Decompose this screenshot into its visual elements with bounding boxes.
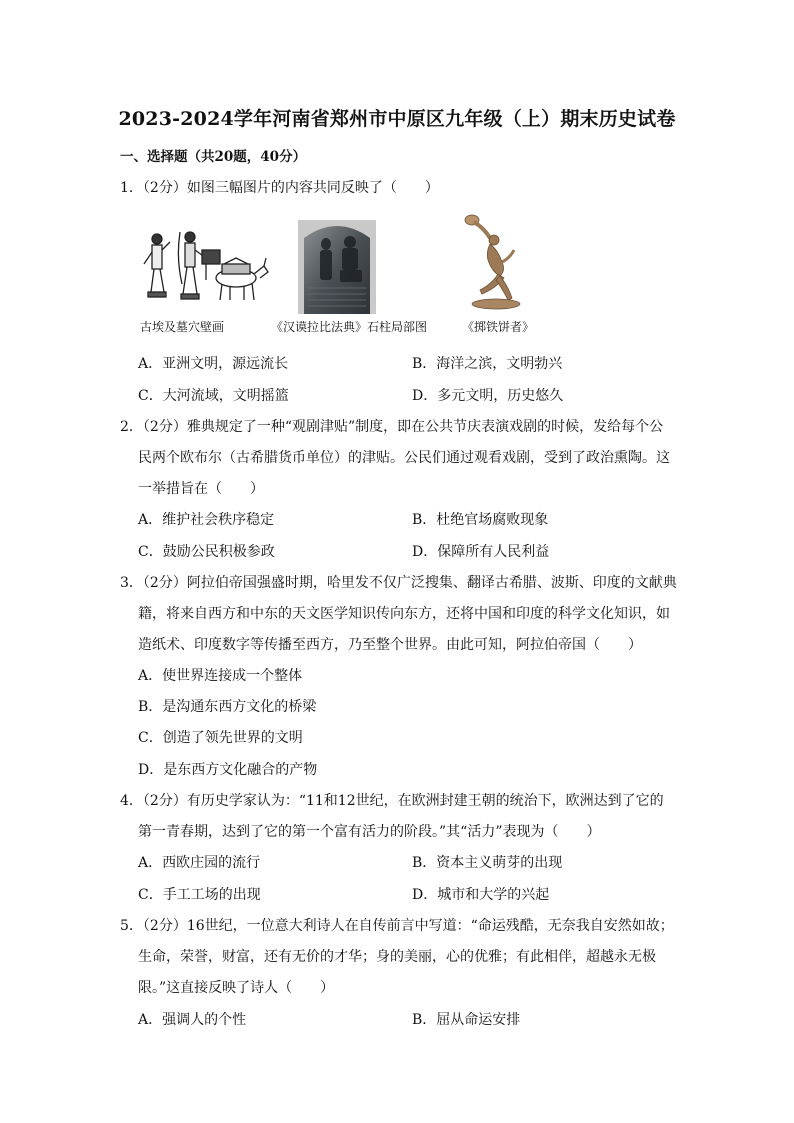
q3-option-d[interactable]: D．是东西方文化融合的产物 — [138, 762, 318, 778]
q2-option-a[interactable]: A．维护社会秩序稳定 — [138, 512, 275, 528]
q3-option-b[interactable]: B．是沟通东西方文化的桥梁 — [138, 699, 317, 715]
q2-stem-line-3: 一举措旨在（ ） — [138, 481, 264, 497]
q3-stem-line-3: 造纸术、印度数字等传播至西方，乃至整个世界。由此可知，阿拉伯帝国（ ） — [138, 637, 642, 653]
q4-option-b[interactable]: B．资本主义萌芽的出现 — [412, 855, 563, 871]
section-heading: 一、选择题（共20题，40分） — [120, 149, 307, 165]
discobolus-statue-image — [462, 210, 526, 312]
q4-stem-line-2: 第一青春期，达到了它的第一个富有活力的阶段。”其“活力”表现为（ ） — [138, 824, 601, 840]
q3-option-a[interactable]: A．使世界连接成一个整体 — [138, 668, 303, 684]
q5-stem-line-3: 限。”这直接反映了诗人（ ） — [138, 980, 335, 996]
egyptian-mural-image — [140, 228, 272, 312]
q5-option-a[interactable]: A．强调人的个性 — [138, 1012, 247, 1028]
caption-discobolus: 《掷铁饼者》 — [462, 320, 535, 334]
q1-option-d[interactable]: D．多元文明，历史悠久 — [412, 388, 564, 404]
caption-hammurabi-stele: 《汉谟拉比法典》石柱局部图 — [271, 320, 428, 334]
q1-option-a[interactable]: A．亚洲文明，源远流长 — [138, 356, 289, 372]
caption-egyptian-mural: 古埃及墓穴壁画 — [140, 320, 225, 334]
q4-option-a[interactable]: A．西欧庄园的流行 — [138, 855, 261, 871]
hammurabi-stele-image — [298, 220, 376, 314]
q2-stem-line-1: 2．（2分）雅典规定了一种“观剧津贴”制度，即在公共节庆表演戏剧的时候，发给每个公 — [120, 419, 664, 435]
q3-stem-line-2: 籍，将来自西方和中东的天文医学知识传向东方，还将中国和印度的科学文化知识，如 — [138, 606, 670, 622]
q2-option-d[interactable]: D．保障所有人民利益 — [412, 544, 550, 560]
q3-stem-line-1: 3．（2分）阿拉伯帝国强盛时期，哈里发不仅广泛搜集、翻译古希腊、波斯、印度的文献典 — [120, 575, 677, 591]
q1-stem: 1．（2分）如图三幅图片的内容共同反映了（ ） — [120, 180, 439, 196]
q4-option-c[interactable]: C．手工工场的出现 — [138, 887, 261, 903]
q2-option-b[interactable]: B．杜绝官场腐败现象 — [412, 512, 549, 528]
q4-option-d[interactable]: D．城市和大学的兴起 — [412, 887, 550, 903]
q5-stem-line-2: 生命，荣誉，财富，还有无价的才华；身的美丽，心的优雅；有此相伴，超越永无极 — [138, 949, 656, 965]
q5-stem-line-1: 5．（2分）16世纪，一位意大利诗人在自传前言中写道：“命运残酷，无奈我自安然如故； — [120, 918, 674, 934]
q2-option-c[interactable]: C．鼓励公民积极参政 — [138, 544, 275, 560]
q1-option-c[interactable]: C．大河流域，文明摇篮 — [138, 388, 289, 404]
q4-stem-line-1: 4．（2分）有历史学家认为：“11和12世纪，在欧洲封建王朝的统治下，欧洲达到了它的 — [120, 793, 664, 809]
q2-stem-line-2: 民两个欧布尔（古希腊货币单位）的津贴。公民们通过观看戏剧，受到了政治熏陶。这 — [138, 450, 670, 466]
exam-title: 2023-2024学年河南省郑州市中原区九年级（上）期末历史试卷 — [118, 108, 676, 130]
q3-option-c[interactable]: C．创造了领先世界的文明 — [138, 730, 303, 746]
q1-option-b[interactable]: B．海洋之滨，文明勃兴 — [412, 356, 563, 372]
q5-option-b[interactable]: B．屈从命运安排 — [412, 1012, 521, 1028]
